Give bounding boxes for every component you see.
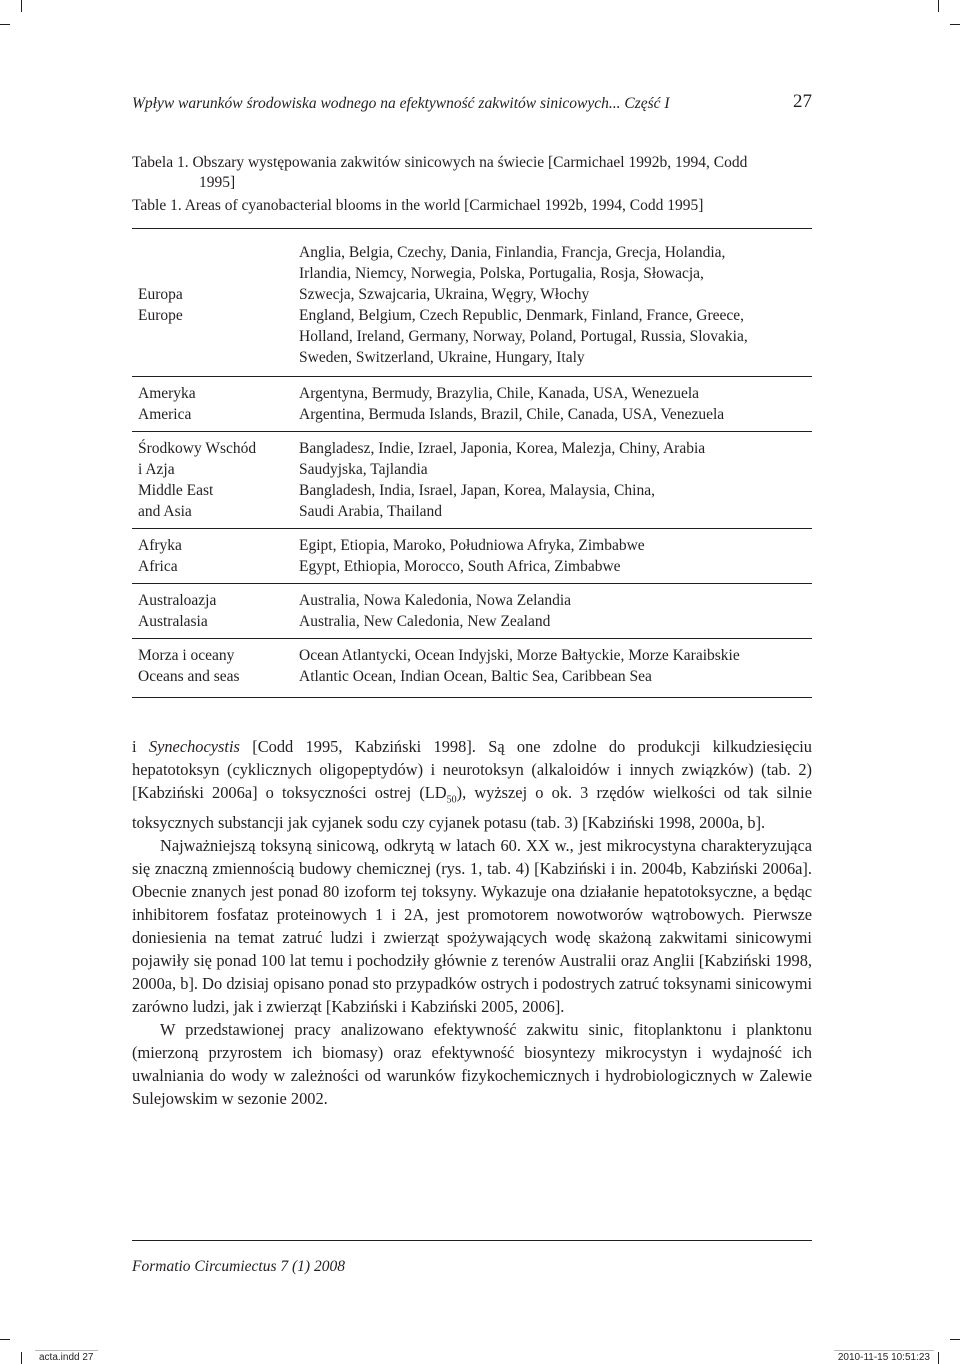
region-name-pl: Europa: [138, 286, 183, 303]
crop-mark: [950, 24, 960, 25]
crop-mark: [950, 1339, 960, 1340]
page-number: 27: [793, 91, 812, 112]
table-caption-en: [132, 196, 822, 216]
paragraph: Najważniejszą toksyną sinicową, odkrytą w latach 60. XX w., jest mikrocystyna charakteryzująca się znaczną zmiennością budowy chemicznej (rys. 1, tab. 4) [Kabziński i in. 2004b, Kabziński 2006a]. Obecnie znanych jest ponad 80 izoform tej toksyny. Wykazuje ona działanie hepatotoksyczne, a będąc inhibitorem fosfataz proteinowych 1 i 2A, jest promotorem nowotworów wątrobowych. Pierwsze doniesienia na temat zatruć ludzi i zwierząt spożywających wodę skażoną zakwitami sinicowymi pojawiły się ponad 100 lat temu i pochodziły głównie z terenów Australii oraz Anglii [Kabziński 1998, 2000a, b]. Do dzisiaj opisano ponad sto przypadków ostrych i podostrych zatruć toksynami sinicowymi zarówno ludzi, jak i zwierząt [Kabziński i Kabziński 2005, 2006].: [132, 836, 812, 1017]
print-slug-timestamp: 2010-11-15 10:51:23: [834, 1350, 934, 1364]
journal-footer: Formatio Circumiectus 7 (1) 2008: [132, 1258, 345, 1275]
table-row: [132, 528, 812, 583]
text-run: i: [132, 737, 149, 756]
crop-mark: [0, 24, 10, 25]
text-run: ), wyższej o ok. 3 rzędów wielkości od tak silnie toksycznych substancji jak cyjanek sodu czy cyjanek potasu (tab. 3) [Kabziński 1998, 2000a, b].: [132, 783, 812, 833]
region-name-pl: Środkowy Wschód: [138, 440, 257, 457]
crop-mark: [0, 1339, 10, 1340]
region-name-en: Oceans and seas: [138, 668, 240, 685]
countries-line: England, Belgium, Czech Republic, Denmark, Finland, France, Greece,: [299, 307, 745, 324]
caption-text-pl-cont: 1995]: [199, 174, 236, 191]
crop-mark: [938, 1352, 939, 1364]
countries-line: Holland, Ireland, Germany, Norway, Poland, Portugal, Russia, Slovakia,: [299, 328, 748, 345]
region-name-pl: Australoazja: [138, 592, 217, 609]
table-row: [132, 229, 812, 376]
region-cell: [132, 383, 299, 425]
countries-line: Australia, Nowa Kaledonia, Nowa Zelandia: [299, 592, 572, 609]
running-header: [132, 91, 812, 114]
region-name-pl: Morza i oceany: [138, 647, 235, 664]
footer-rule: [132, 1240, 812, 1241]
countries-line: Saudi Arabia, Thailand: [299, 503, 443, 520]
countries-cell: [299, 438, 812, 522]
caption-label-en: Table 1.: [132, 197, 182, 214]
countries-line: Irlandia, Niemcy, Norwegia, Polska, Portugalia, Rosja, Słowacja,: [299, 265, 704, 282]
subscript: 50: [446, 794, 457, 806]
caption-text-en: Areas of cyanobacterial blooms in the world [Carmichael 1992b, 1994, Codd 1995]: [184, 197, 704, 214]
region-name-en: America: [138, 406, 192, 423]
countries-line: Argentyna, Bermudy, Brazylia, Chile, Kanada, USA, Wenezuela: [299, 385, 700, 402]
region-cell: [132, 590, 299, 632]
region-name-pl: Ameryka: [138, 385, 196, 402]
table-row: [132, 431, 812, 528]
countries-line: Australia, New Caledonia, New Zealand: [299, 613, 551, 630]
region-name-en: Europe: [138, 307, 183, 324]
region-name-en: Australasia: [138, 613, 208, 630]
table-row: [132, 638, 812, 697]
countries-line: Anglia, Belgia, Czechy, Dania, Finlandia, Francja, Grecja, Holandia,: [299, 244, 726, 261]
region-name-en: and Asia: [138, 503, 192, 520]
countries-cell: [299, 242, 812, 368]
running-title: Wpływ warunków środowiska wodnego na efektywność zakwitów sinicowych... Część I: [132, 95, 670, 112]
countries-line: Egipt, Etiopia, Maroko, Południowa Afryka, Zimbabwe: [299, 537, 645, 554]
caption-label-pl: Tabela 1.: [132, 154, 189, 171]
table-row: [132, 583, 812, 638]
paragraph: [132, 735, 812, 834]
countries-line: Saudyjska, Tajlandia: [299, 461, 428, 478]
table-row: [132, 376, 812, 431]
countries-cell: [299, 535, 812, 577]
region-cell: [132, 242, 299, 368]
countries-line: Szwecja, Szwajcaria, Ukraina, Węgry, Włochy: [299, 286, 590, 303]
regions-table: [132, 228, 812, 698]
crop-mark: [938, 0, 939, 12]
body-text: [132, 735, 812, 1110]
region-name-en: Middle East: [138, 482, 214, 499]
text-run: [Codd 1995, Kabziński 1998]. Są one zdolne do produkcji kilkudziesięciu hepatotoksyn (cyklicznych oligopeptydów) i neurotoksyn (alkaloidów i innych związków) (tab. 2) [Kabziński 2006a] o toksyczności ostrej (LD: [132, 737, 813, 802]
region-cell: [132, 535, 299, 577]
crop-mark: [21, 0, 22, 12]
region-name-pl: i Azja: [138, 461, 175, 478]
table-caption-pl: [132, 153, 822, 193]
countries-cell: [299, 590, 812, 632]
countries-line: Bangladesz, Indie, Izrael, Japonia, Korea, Malezja, Chiny, Arabia: [299, 440, 706, 457]
countries-line: Ocean Atlantycki, Ocean Indyjski, Morze Bałtyckie, Morze Karaibskie: [299, 647, 740, 664]
crop-mark: [21, 1352, 22, 1364]
countries-line: Sweden, Switzerland, Ukraine, Hungary, Italy: [299, 349, 585, 366]
paragraph: W przedstawionej pracy analizowano efektywność zakwitu sinic, fitoplanktonu i planktonu (mierzoną przyrostem ich biomasy) oraz efektywność biosyntezy mikrocystyn i wydajność ich uwalniania do wody w zależności od warunków fizykochemicznych i hydrobiologicznych w Zalewie Sulejowskim w sezonie 2002.: [132, 1020, 812, 1109]
countries-line: Atlantic Ocean, Indian Ocean, Baltic Sea, Caribbean Sea: [299, 668, 652, 685]
region-cell: [132, 438, 299, 522]
countries-line: Argentina, Bermuda Islands, Brazil, Chile, Canada, USA, Venezuela: [299, 406, 725, 423]
caption-text-pl: Obszary występowania zakwitów sinicowych na świecie [Carmichael 1992b, 1994, Codd: [192, 154, 748, 171]
countries-cell: [299, 383, 812, 425]
countries-line: Egypt, Ethiopia, Morocco, South Africa, Zimbabwe: [299, 558, 621, 575]
region-cell: [132, 645, 299, 687]
genus-name: Synechocystis: [148, 737, 240, 756]
countries-cell: [299, 645, 812, 687]
print-slug-file: acta.indd 27: [35, 1350, 98, 1364]
region-name-en: Africa: [138, 558, 178, 575]
region-name-pl: Afryka: [138, 537, 182, 554]
countries-line: Bangladesh, India, Israel, Japan, Korea, Malaysia, China,: [299, 482, 655, 499]
